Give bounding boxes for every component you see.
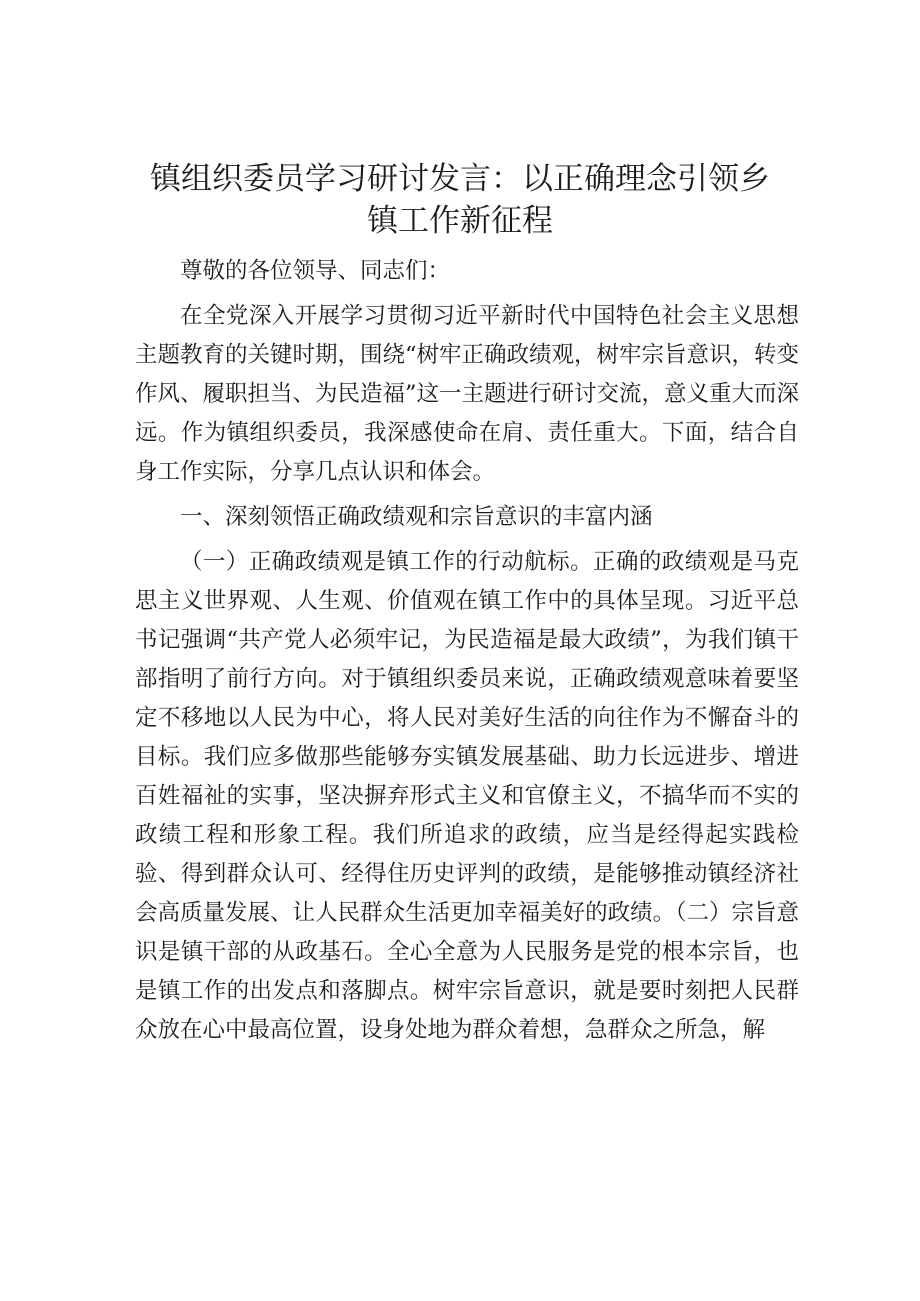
intro-paragraph: 在全党深入开展学习贯彻习近平新时代中国特色社会主义思想主题教育的关键时期，围绕“树牢正确政绩观，树牢宗旨意识，转变作风、履职担当、为民造福”这一主题进行研讨交流，意义重大而深远。作为镇组织委员，我深感使命在肩、责任重大。下面，结合自身工作实际，分享几点认识和体会。 [135, 303, 800, 485]
document-title [140, 158, 780, 242]
title-line-2: 镇工作新征程 [367, 203, 553, 239]
salutation: 尊敬的各位领导、同志们： [180, 258, 451, 284]
title-line-1: 镇组织委员学习研讨发言：以正确理念引领乡 [150, 161, 770, 197]
document-body [135, 252, 799, 1050]
section-paragraph: （一）正确政绩观是镇工作的行动航标。正确的政绩观是马克思主义世界观、人生观、价值观在镇工作中的具体呈现。习近平总书记强调“共产党人必须牢记，为民造福是最大政绩”，为我们镇干部指明了前行方向。对于镇组织委员来说，正确政绩观意味着要坚定不移地以人民为中心，将人民对美好生活的向往作为不懈奋斗的目标。我们应多做那些能够夯实镇发展基础、助力长远进步、增进百姓福祉的实事，坚决摒弃形式主义和官僚主义，不搞华而不实的政绩工程和形象工程。我们所追求的政绩，应当是经得起实践检验、得到群众认可、经得住历史评判的政绩，是能够推动镇经济社会高质量发展、让人民群众生活更加幸福美好的政绩。（二）宗旨意识是镇干部的从政基石。全心全意为人民服务是党的根本宗旨，也是镇工作的出发点和落脚点。树牢宗旨意识，就是要时刻把人民群众放在心中最高位置，设身处地为群众着想，急群众之所急，解 [135, 549, 799, 1043]
section-heading: 一、深刻领悟正确政绩观和宗旨意识的丰富内涵 [180, 504, 653, 530]
